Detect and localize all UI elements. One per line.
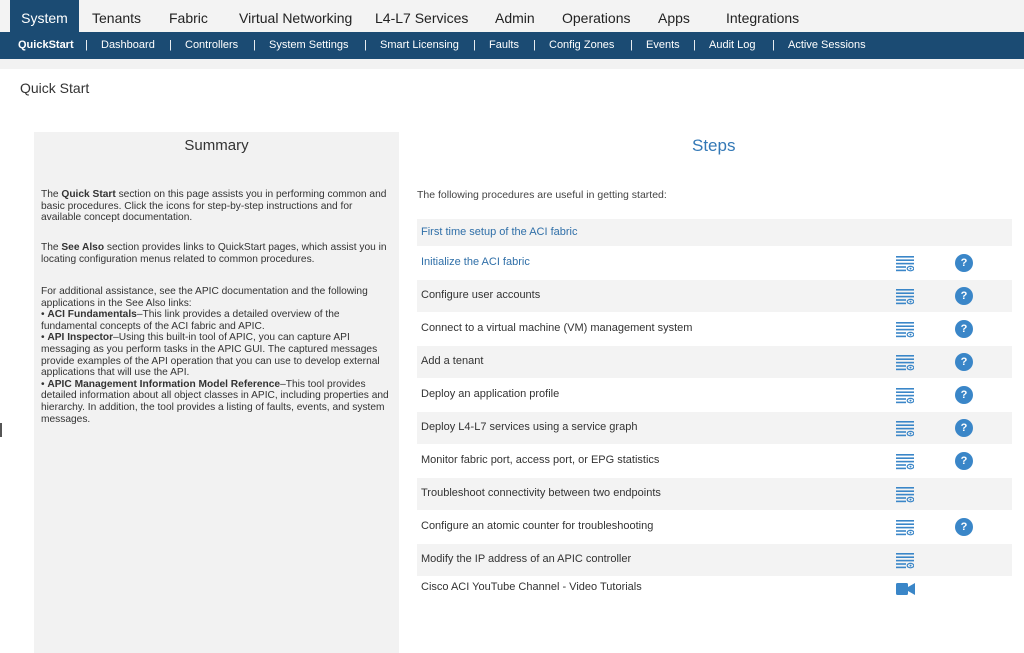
top-tab-operations[interactable]: Operations <box>562 10 631 26</box>
step-label[interactable]: First time setup of the ACI fabric <box>421 225 578 238</box>
summary-text-fragment: For additional assistance, see the APIC documentation and the following applications in the See Also links: <box>41 286 368 309</box>
sub-tab-dashboard[interactable]: Dashboard <box>101 39 155 51</box>
step-row[interactable] <box>417 247 1012 279</box>
help-icon[interactable]: ? <box>955 518 973 536</box>
step-label: Troubleshoot connectivity between two endpoints <box>421 487 661 499</box>
sub-nav-separator: | <box>693 39 696 51</box>
summary-text-fragment: section on this page assists you in performing common and basic procedures. Click the icons for step-by-step instructions and for available concept documentation. <box>41 189 387 224</box>
sub-tab-audit-log[interactable]: Audit Log <box>709 39 756 51</box>
step-row[interactable] <box>417 379 1012 411</box>
video-camera-icon[interactable] <box>896 582 915 594</box>
sub-nav-separator: | <box>630 39 633 51</box>
step-label: Add a tenant <box>421 355 484 367</box>
step-row[interactable] <box>417 313 1012 345</box>
step-row[interactable] <box>417 412 1012 444</box>
summary-bullet-api-inspector <box>41 332 393 378</box>
help-icon[interactable]: ? <box>955 287 973 305</box>
top-tab-system[interactable]: System <box>10 0 79 32</box>
sub-nav-separator: | <box>85 39 88 51</box>
step-row[interactable] <box>417 219 1012 246</box>
sub-nav-separator: | <box>473 39 476 51</box>
steps-intro: The following procedures are useful in getting started: <box>417 189 667 201</box>
sub-nav <box>0 32 1024 59</box>
left-edge-marker <box>0 423 2 437</box>
step-label: Modify the IP address of an APIC controller <box>421 553 632 565</box>
summary-text-fragment: –This link provides a detailed overview of the fundamental concepts of the ACI fabric and APIC. <box>41 309 340 332</box>
sub-nav-separator: | <box>533 39 536 51</box>
help-icon[interactable]: ? <box>955 353 973 371</box>
sub-tab-quickstart[interactable]: QuickStart <box>18 39 74 51</box>
sub-nav-separator: | <box>253 39 256 51</box>
top-tab-virtual-networking[interactable]: Virtual Networking <box>239 10 353 26</box>
documentation-icon[interactable] <box>896 487 914 503</box>
top-tab-l4-l7-services[interactable]: L4-L7 Services <box>375 10 469 26</box>
step-label: Configure an atomic counter for troubleshooting <box>421 520 654 532</box>
summary-bold-term: Quick Start <box>61 189 116 200</box>
sub-nav-separator: | <box>772 39 775 51</box>
summary-bullet-aci-fundamentals <box>41 309 393 332</box>
step-row[interactable] <box>417 280 1012 312</box>
summary-paragraph-quick-start <box>41 189 393 224</box>
sub-tab-events[interactable]: Events <box>646 39 680 51</box>
top-tab-apps[interactable]: Apps <box>658 10 690 26</box>
summary-paragraph-additional <box>41 286 393 425</box>
step-row[interactable] <box>417 544 1012 576</box>
summary-text-fragment: The <box>41 242 62 253</box>
summary-text-fragment: The <box>41 189 62 200</box>
summary-bold-term: APIC Management Information Model Reference <box>47 378 281 390</box>
summary-bold-term: See Also <box>61 242 105 253</box>
sub-nav-separator: | <box>169 39 172 51</box>
bullet-glyph: • <box>41 332 48 344</box>
step-label: Deploy L4-L7 services using a service graph <box>421 421 638 433</box>
top-tab-admin[interactable]: Admin <box>495 10 535 26</box>
steps-title: Steps <box>692 136 736 155</box>
documentation-icon[interactable] <box>896 355 914 371</box>
step-row[interactable] <box>417 346 1012 378</box>
bullet-glyph: • <box>41 309 48 321</box>
step-label: Cisco ACI YouTube Channel - Video Tutorials <box>421 581 642 593</box>
step-row[interactable] <box>417 511 1012 543</box>
step-label: Configure user accounts <box>421 289 541 301</box>
documentation-icon[interactable] <box>896 553 914 569</box>
sub-nav-separator: | <box>364 39 367 51</box>
page-title: Quick Start <box>20 80 90 96</box>
help-icon[interactable]: ? <box>955 386 973 404</box>
help-icon[interactable]: ? <box>955 452 973 470</box>
top-nav <box>0 0 1024 32</box>
top-tab-integrations[interactable]: Integrations <box>726 10 800 26</box>
summary-title: Summary <box>184 137 249 154</box>
step-label[interactable]: Initialize the ACI fabric <box>421 256 530 268</box>
summary-bold-term: API Inspector <box>47 332 114 344</box>
sub-tab-controllers[interactable]: Controllers <box>185 39 239 51</box>
help-icon[interactable]: ? <box>955 254 973 272</box>
sub-tab-smart-licensing[interactable]: Smart Licensing <box>380 39 459 51</box>
sub-tab-config-zones[interactable]: Config Zones <box>549 39 615 51</box>
summary-bullet-apic-mim-reference <box>41 379 393 425</box>
summary-paragraph-see-also <box>41 242 393 265</box>
step-row[interactable] <box>417 478 1012 510</box>
step-label: Deploy an application profile <box>421 388 560 400</box>
bullet-glyph: • <box>41 378 48 390</box>
top-tab-tenants[interactable]: Tenants <box>92 10 142 26</box>
documentation-icon[interactable] <box>896 454 914 470</box>
top-tab-fabric[interactable]: Fabric <box>169 10 208 26</box>
step-row[interactable] <box>417 577 1012 599</box>
summary-text-fragment: section provides links to QuickStart pages, which assist you in locating configuration menus related to common procedures. <box>41 242 387 265</box>
sub-tab-system-settings[interactable]: System Settings <box>269 39 349 51</box>
help-icon[interactable]: ? <box>955 320 973 338</box>
documentation-icon[interactable] <box>896 520 914 536</box>
step-label: Connect to a virtual machine (VM) management system <box>421 322 693 334</box>
header-strip <box>0 59 1024 69</box>
sub-tab-active-sessions[interactable]: Active Sessions <box>788 39 866 51</box>
summary-text-fragment: –This tool provides detailed information about all object classes in APIC, including properties and hierarchy. In addition, the tool provides a listing of faults, events, and system messages. <box>41 378 389 425</box>
documentation-icon[interactable] <box>896 421 914 437</box>
step-label: Monitor fabric port, access port, or EPG statistics <box>421 454 660 466</box>
help-icon[interactable]: ? <box>955 419 973 437</box>
documentation-icon[interactable] <box>896 289 914 305</box>
summary-text-fragment: –Using this built-in tool of APIC, you can capture API messaging as you perform tasks in the APIC GUI. The captured messages provide examples of the API operation that you can use to develop external applications that will use the API. <box>41 332 380 379</box>
step-row[interactable] <box>417 445 1012 477</box>
sub-tab-faults[interactable]: Faults <box>489 39 519 51</box>
documentation-icon[interactable] <box>896 322 914 338</box>
documentation-icon[interactable] <box>896 256 914 272</box>
documentation-icon[interactable] <box>896 388 914 404</box>
summary-bold-term: ACI Fundamentals <box>47 309 137 321</box>
